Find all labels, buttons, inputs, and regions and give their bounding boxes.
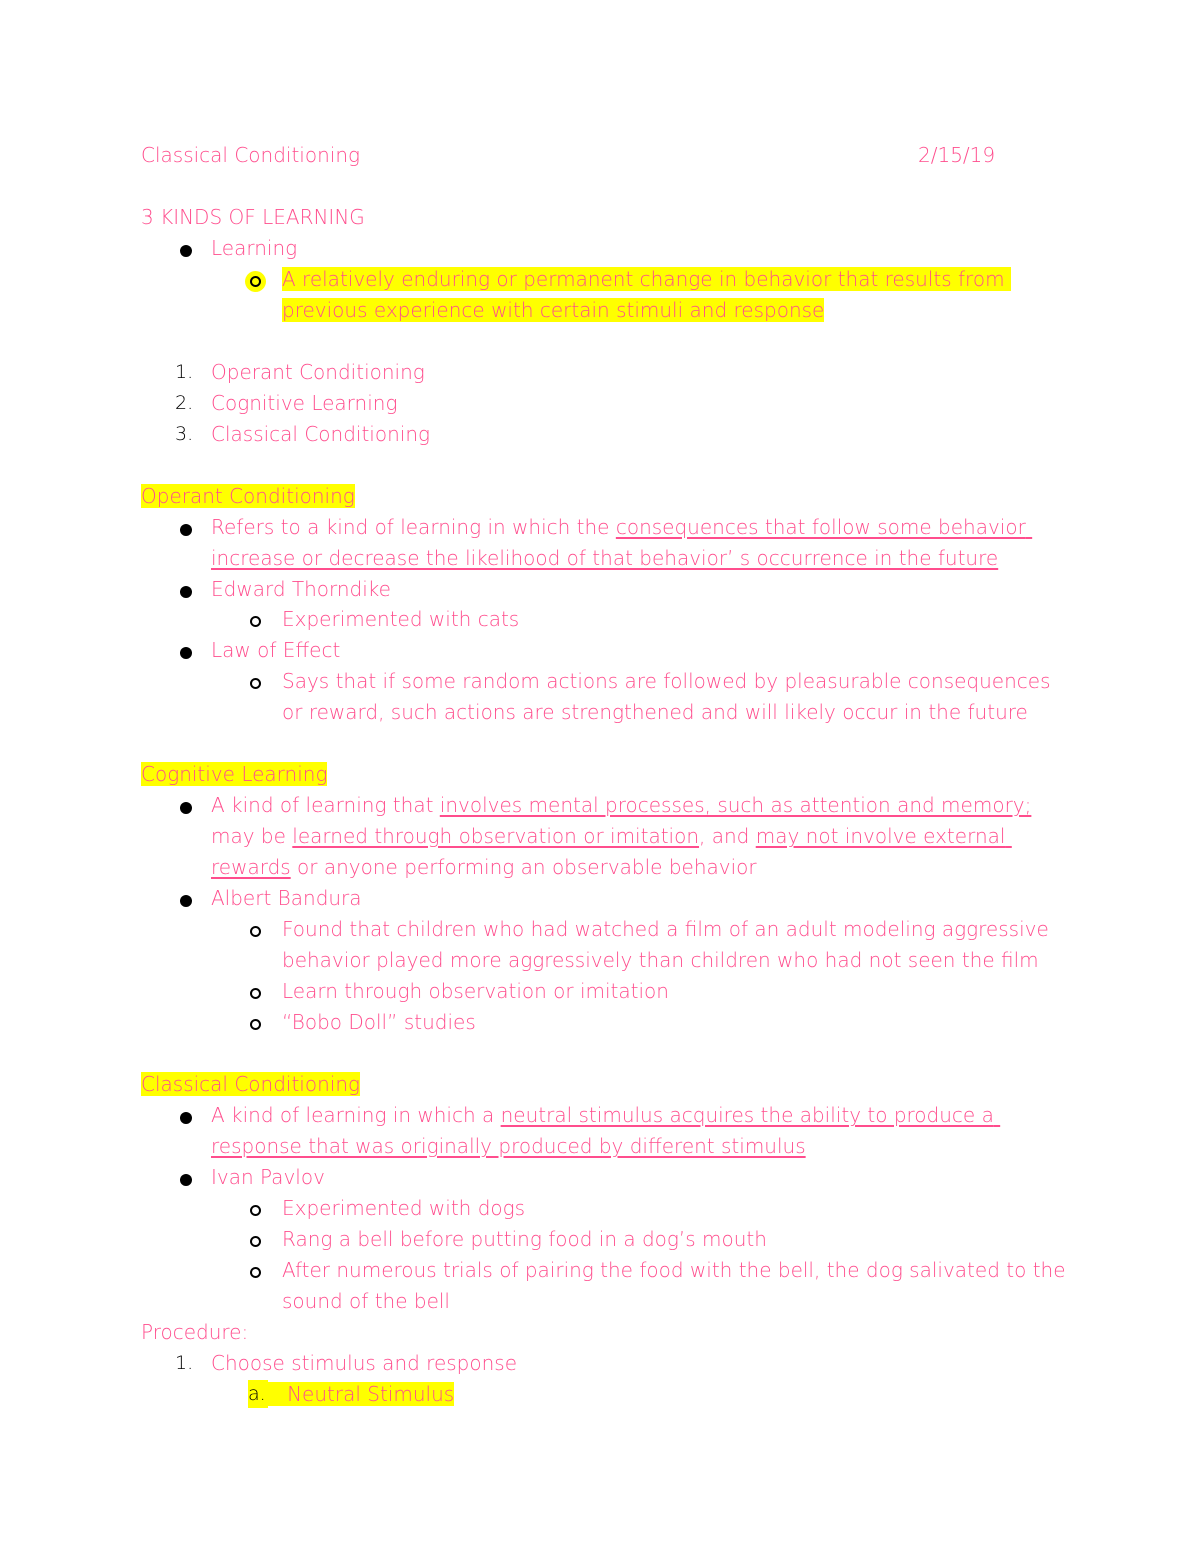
operant-definition-text: Refers to a kind of learning in which the xyxy=(211,515,616,539)
list-number: 1. xyxy=(175,361,194,383)
circle-bullet-icon xyxy=(250,1236,261,1247)
operant-heading: Operant Conditioning xyxy=(141,484,355,508)
list-letter: a. xyxy=(248,1380,268,1408)
cognitive-sub1-line-2: behavior played more aggressively than children who had not seen the film xyxy=(282,948,1039,972)
procedure-step: Choose stimulus and response xyxy=(211,1351,518,1375)
cognitive-def-text-2: may be xyxy=(211,824,293,848)
operant-definition-underlined-2: increase or decrease the likelihood of that behavior’ s occurrence in the future xyxy=(211,546,999,570)
classical-sub3-line-1: After numerous trials of pairing the food with the bell, the dog salivated to the xyxy=(282,1258,1066,1282)
list-number: 1. xyxy=(175,1352,194,1374)
list-item: Classical Conditioning xyxy=(211,422,431,446)
bullet-icon xyxy=(180,1112,192,1124)
classical-def-underlined: neutral stimulus acquires the ability to produce a xyxy=(500,1103,994,1127)
circle-bullet-icon xyxy=(250,988,261,999)
bullet-icon xyxy=(180,586,192,598)
cognitive-def-underlined-3: may not involve external xyxy=(755,824,1006,848)
classical-def-underlined-2: response that was originally produced by different stimulus xyxy=(211,1134,806,1158)
kinds-heading: 3 KINDS OF LEARNING xyxy=(141,205,365,229)
circle-bullet-icon xyxy=(250,616,261,627)
classical-heading: Classical Conditioning xyxy=(141,1072,361,1096)
cognitive-person: Albert Bandura xyxy=(211,886,362,910)
classical-sub1: Experimented with dogs xyxy=(282,1196,526,1220)
learning-label: Learning xyxy=(211,236,298,260)
circle-bullet-icon xyxy=(250,678,261,689)
list-item: Operant Conditioning xyxy=(211,360,425,384)
cognitive-sub2: Learn through observation or imitation xyxy=(282,979,669,1003)
classical-def-text: A kind of learning in which a xyxy=(211,1103,501,1127)
cognitive-def-text: A kind of learning that xyxy=(211,793,440,817)
bullet-icon xyxy=(180,1174,192,1186)
law-sub-line-2: or reward, such actions are strengthened and will likely occur in the future xyxy=(282,700,1028,724)
classical-person: Ivan Pavlov xyxy=(211,1165,325,1189)
bullet-icon xyxy=(180,524,192,536)
cognitive-def-text-3: , and xyxy=(699,824,756,848)
circle-bullet-icon xyxy=(250,1267,261,1278)
law-sub-line-1: Says that if some random actions are followed by pleasurable consequences xyxy=(282,669,1051,693)
circle-bullet-icon xyxy=(250,926,261,937)
learning-definition-line-1: A relatively enduring or permanent change in behavior that results from xyxy=(282,267,1005,291)
bullet-icon xyxy=(180,245,192,257)
doc-title: Classical Conditioning xyxy=(141,143,361,167)
procedure-label: Procedure: xyxy=(141,1320,249,1344)
circle-bullet-icon xyxy=(250,276,261,287)
list-number: 3. xyxy=(175,423,194,445)
circle-bullet-icon xyxy=(250,1019,261,1030)
operant-person: Edward Thorndike xyxy=(211,577,391,601)
bullet-icon xyxy=(180,647,192,659)
procedure-substep: Neutral Stimulus xyxy=(287,1382,455,1406)
circle-bullet-icon xyxy=(250,1205,261,1216)
cognitive-def-underlined-4: rewards xyxy=(211,855,291,879)
operant-person-sub: Experimented with cats xyxy=(282,607,520,631)
classical-sub3-line-2: sound of the bell xyxy=(282,1289,450,1313)
learning-definition-line-2: previous experience with certain stimuli and response xyxy=(282,298,825,322)
bullet-icon xyxy=(180,802,192,814)
list-item: Cognitive Learning xyxy=(211,391,398,415)
cognitive-sub3: “Bobo Doll” studies xyxy=(282,1010,476,1034)
cognitive-def-underlined: involves mental processes, such as attention and memory; xyxy=(439,793,1032,817)
cognitive-heading: Cognitive Learning xyxy=(141,762,328,786)
cognitive-def-underlined-2: learned through observation or imitation xyxy=(292,824,700,848)
classical-sub2: Rang a bell before putting food in a dog’s mouth xyxy=(282,1227,767,1251)
cognitive-def-text-4: or anyone performing an observable behavior xyxy=(290,855,757,879)
doc-date: 2/15/19 xyxy=(918,143,996,167)
cognitive-sub1-line-1: Found that children who had watched a film of an adult modeling aggressive xyxy=(282,917,1049,941)
bullet-icon xyxy=(180,895,192,907)
law-of-effect: Law of Effect xyxy=(211,638,341,662)
operant-definition-underlined: consequences that follow some behavior xyxy=(615,515,1026,539)
list-number: 2. xyxy=(175,392,194,414)
